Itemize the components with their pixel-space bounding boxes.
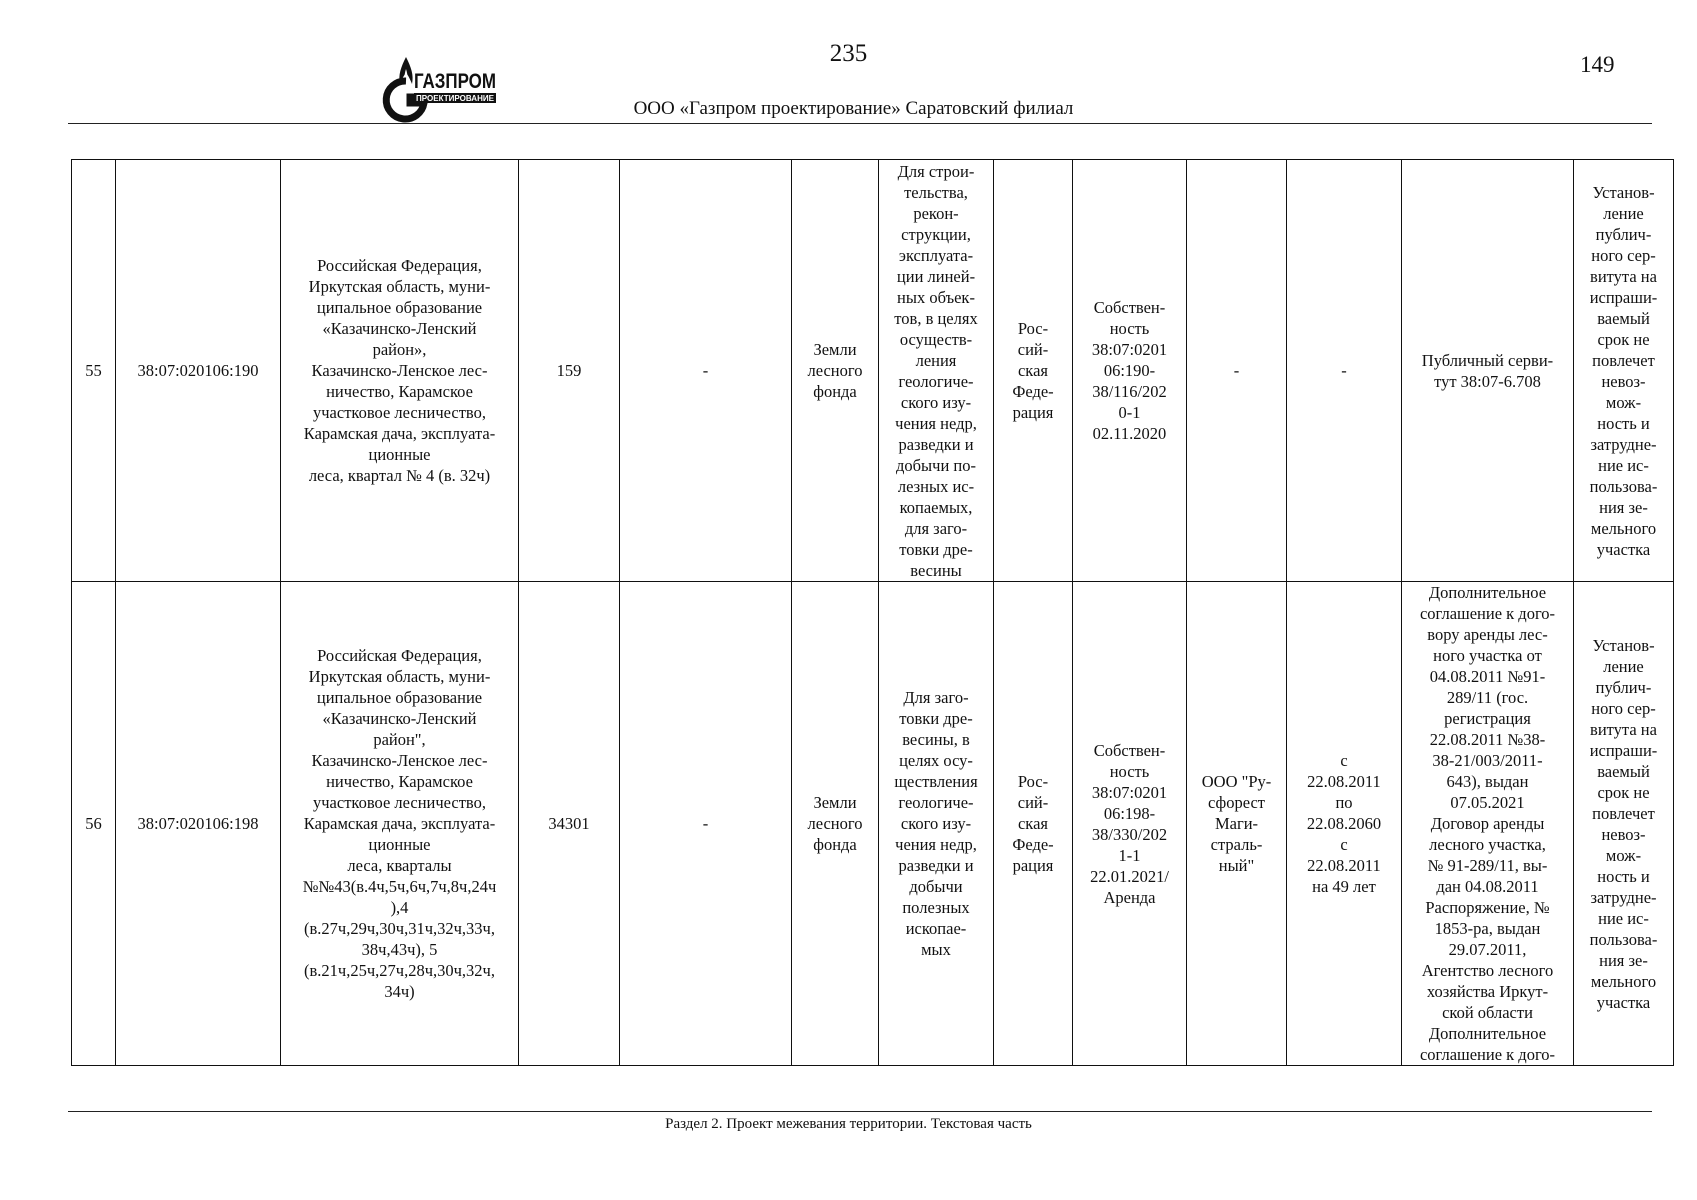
cadastral-number: 38:07:020106:190	[116, 160, 281, 582]
footer-rule	[68, 1111, 1652, 1112]
right-registration: Собствен- ность 38:07:0201 06:198- 38/330/202 1-1 22.01.2021/ Аренда	[1073, 582, 1187, 1066]
right-term: с 22.08.2011 по 22.08.2060 с 22.08.2011 на 49 лет	[1287, 582, 1402, 1066]
permitted-use: Для заго- товки дре- весины, в целях осу- ществления геологиче- ского изу- чения недр, разведки и добычи полезных ископае- мых	[879, 582, 994, 1066]
servitude-note: Установ- ление публич- ного сер- витута на испраши- ваемый срок не повлечет невоз- мож- ность и затрудне- ние ис- пользова- ния зе- мельного участка	[1574, 160, 1674, 582]
land-category: Земли лесного фонда	[792, 582, 879, 1066]
page-number-right: 149	[1580, 52, 1615, 77]
header-rule	[68, 123, 1652, 124]
land-plots-table	[71, 159, 1674, 1066]
right-holder: ООО "Ру- сфорест Маги- страль- ный"	[1187, 582, 1287, 1066]
servitude-note: Установ- ление публич- ного сер- витута на испраши- ваемый срок не повлечет невоз- мож- ность и затрудне- ние ис- пользова- ния зе- мельного участка	[1574, 582, 1674, 1066]
right-term: -	[1287, 160, 1402, 582]
plot-address: Российская Федерация, Иркутская область, муни- ципальное образование «Казачинско-Ленский район", Казачинско-Ленское лес- ничество, Карамское участковое лесничество, Карамская дача, эксплуата- ционные леса, кварталы №№43(в.4ч,5ч,6ч,7ч,8ч,24ч ),4 (в.27ч,29ч,30ч,31ч,32ч,33ч, 38ч,43ч), 5 (в.21ч,25ч,27ч,28ч,30ч,32ч, 34ч)	[281, 582, 519, 1066]
owner: Рос- сий- ская Феде- рация	[994, 160, 1073, 582]
table-row	[72, 160, 1674, 582]
right-holder: -	[1187, 160, 1287, 582]
owner: Рос- сий- ская Феде- рация	[994, 582, 1073, 1066]
organization-name: ООО «Газпром проектирование» Саратовский филиал	[633, 98, 1074, 119]
svg-text:ПРОЕКТИРОВАНИЕ: ПРОЕКТИРОВАНИЕ	[416, 94, 495, 103]
table-row	[72, 582, 1674, 1066]
empty-cell: -	[620, 582, 792, 1066]
plot-address: Российская Федерация, Иркутская область, муни- ципальное образование «Казачинско-Ленский район», Казачинско-Ленское лес- ничество, Карамское участковое лесничество, Карамская дача, эксплуата- ционные леса, квартал № 4 (в. 32ч)	[281, 160, 519, 582]
page-number-center: 235	[829, 40, 868, 67]
row-number: 55	[72, 160, 116, 582]
land-category: Земли лесного фонда	[792, 160, 879, 582]
row-number: 56	[72, 582, 116, 1066]
svg-text:ГАЗПРОМ: ГАЗПРОМ	[414, 70, 496, 93]
encumbrance: Дополнительное соглашение к дого- вору аренды лес- ного участка от 04.08.2011 №91- 289/11 (гос. регистрация 22.08.2011 №38- 38-21/003/2011- 643), выдан 07.05.2021 Договор аренды лесного участка, № 91-289/11, вы- дан 04.08.2011 Распоряжение, № 1853-ра, выдан 29.07.2011, Агентство лесного хозяйства Иркут- ской области Дополнительное соглашение к дого-	[1402, 582, 1574, 1066]
permitted-use: Для строи- тельства, рекон- струкции, эксплуата- ции линей- ных объек- тов, в целях осуществ- ления геологиче- ского изу- чения недр, разведки и добычи по- лезных ис- копаемых, для заго- товки дре- весины	[879, 160, 994, 582]
empty-cell: -	[620, 160, 792, 582]
cadastral-number: 38:07:020106:198	[116, 582, 281, 1066]
plot-area: 34301	[519, 582, 620, 1066]
encumbrance: Публичный серви- тут 38:07-6.708	[1402, 160, 1574, 582]
right-registration: Собствен- ность 38:07:0201 06:190- 38/116/202 0-1 02.11.2020	[1073, 160, 1187, 582]
plot-area: 159	[519, 160, 620, 582]
footer-section-title: Раздел 2. Проект межевания территории. Текстовая часть	[665, 1116, 1032, 1132]
